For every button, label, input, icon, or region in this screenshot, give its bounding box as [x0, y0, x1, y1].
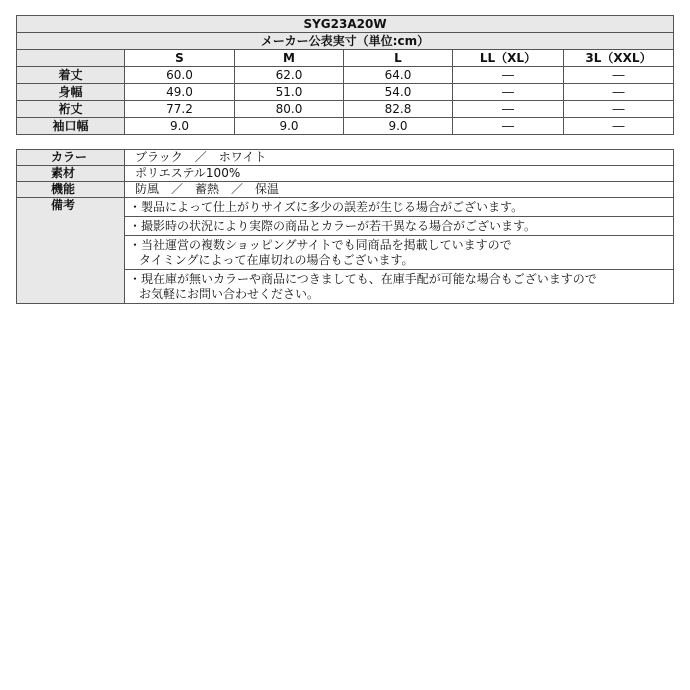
size-col-header: 3L（XXL）	[564, 50, 674, 67]
size-cell: ―	[453, 84, 564, 101]
size-cell: ―	[564, 118, 674, 135]
size-cell: 80.0	[235, 101, 344, 118]
size-col-header: LL（XL）	[453, 50, 564, 67]
size-cell: ―	[564, 67, 674, 84]
size-cell: 77.2	[125, 101, 235, 118]
model-number: SYG23A20W	[17, 16, 674, 33]
row-label: 裄丈	[17, 101, 125, 118]
table-row	[17, 84, 674, 101]
row-label: 着丈	[17, 67, 125, 84]
size-cell: 9.0	[125, 118, 235, 135]
note-item	[125, 198, 673, 217]
note-item	[125, 217, 673, 236]
material-row	[17, 166, 674, 182]
notes-row	[17, 198, 674, 304]
table-row	[17, 101, 674, 118]
notes-label: 備考	[17, 198, 125, 304]
color-row	[17, 150, 674, 166]
function-label: 機能	[17, 182, 125, 198]
info-table	[16, 149, 674, 304]
unit-note: メーカー公表実寸（単位:cm）	[17, 33, 674, 50]
size-cell: 9.0	[344, 118, 453, 135]
size-col-header: S	[125, 50, 235, 67]
size-cell: 64.0	[344, 67, 453, 84]
size-table	[16, 15, 674, 135]
row-label: 袖口幅	[17, 118, 125, 135]
function-row	[17, 182, 674, 198]
notes-cell	[125, 198, 674, 304]
corner-cell	[17, 50, 125, 67]
size-cell: 54.0	[344, 84, 453, 101]
table-row	[17, 118, 674, 135]
size-cell: 9.0	[235, 118, 344, 135]
size-cell: ―	[453, 101, 564, 118]
color-value: ブラック ／ ホワイト	[125, 150, 674, 166]
size-cell: 62.0	[235, 67, 344, 84]
size-col-header: L	[344, 50, 453, 67]
material-label: 素材	[17, 166, 125, 182]
size-cell: ―	[564, 101, 674, 118]
note-text: ・当社運営の複数ショッピングサイトでも同商品を掲載していますので	[129, 238, 512, 252]
note-text: ・撮影時の状況により実際の商品とカラーが若干異なる場合がございます。	[129, 219, 537, 233]
color-label: カラー	[17, 150, 125, 166]
size-cell: 82.8	[344, 101, 453, 118]
size-cell: 51.0	[235, 84, 344, 101]
note-text: ・製品によって仕上がりサイズに多少の誤差が生じる場合がございます。	[129, 200, 524, 214]
size-cell: 60.0	[125, 67, 235, 84]
size-cell: ―	[453, 67, 564, 84]
size-col-header: M	[235, 50, 344, 67]
size-header-row	[17, 50, 674, 67]
material-value: ポリエステル100%	[125, 166, 674, 182]
size-cell: ―	[453, 118, 564, 135]
function-value: 防風 ／ 蓄熱 ／ 保温	[125, 182, 674, 198]
size-cell: 49.0	[125, 84, 235, 101]
note-item	[125, 270, 673, 303]
note-item	[125, 236, 673, 270]
table-row	[17, 67, 674, 84]
note-text: タイミングによって在庫切れの場合もございます。	[139, 253, 414, 267]
note-text: ・現在庫が無いカラーや商品につきましても、在庫手配が可能な場合もございますので	[129, 272, 597, 286]
note-text: お気軽にお問い合わせください。	[139, 287, 320, 301]
row-label: 身幅	[17, 84, 125, 101]
size-cell: ―	[564, 84, 674, 101]
